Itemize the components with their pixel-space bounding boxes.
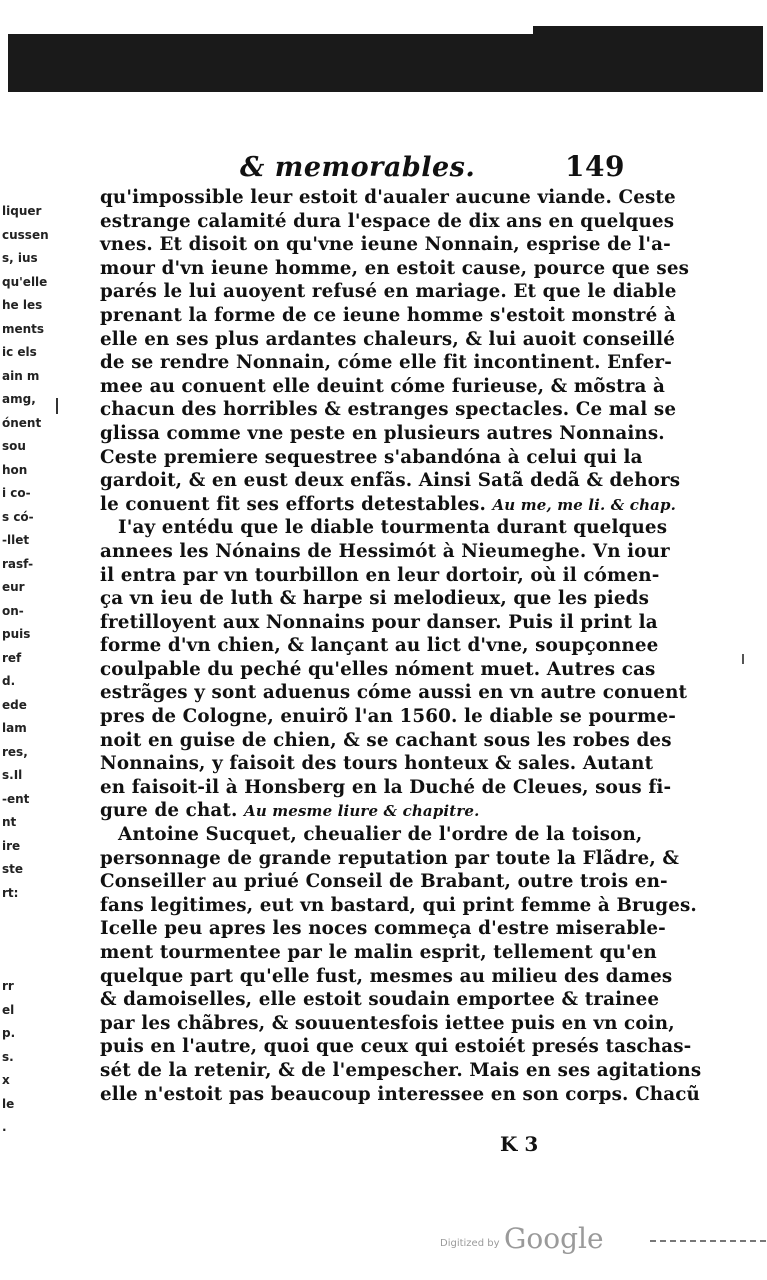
margin-fragment: s, ius <box>2 251 38 265</box>
text-line: gardoit, & en eust deux enfãs. Ainsi Satã dedã & dehors <box>100 470 681 492</box>
text-line: forme d'vn chien, & lançant au lict d'vne, soupçonnee <box>100 635 659 657</box>
margin-fragment: rr <box>2 979 14 993</box>
text-line: fretilloyent aux Nonnains pour danser. Puis il print la <box>100 611 658 633</box>
text-line: elle n'estoit pas beaucoup interessee en son corps. Chacũ <box>100 1083 700 1105</box>
text-line: ment tourmentee par le malin esprit, tellement qu'en <box>100 942 657 963</box>
text-line: Conseiller au priué Conseil de Brabant, outre trois en- <box>100 871 668 893</box>
margin-fragment: he les <box>2 298 43 312</box>
text-line: annees les Nónains de Hessimót à Nieumeghe. Vn iour <box>100 540 670 562</box>
margin-fragment: ain m <box>2 368 40 383</box>
text-line: prenant la forme de ce ieune homme s'estoit monstré à <box>100 304 676 326</box>
margin-fragment: -ent <box>2 791 30 806</box>
text-line: personnage de grande reputation par toute la Flãdre, & <box>100 847 680 869</box>
margin-fragment: d. <box>2 674 16 688</box>
signature-mark: K 3 <box>500 1132 539 1156</box>
margin-fragment: res, <box>2 744 28 759</box>
margin-fragment: s có- <box>2 509 34 524</box>
margin-fragment: ede <box>2 697 27 712</box>
margin-fragment: x <box>2 1073 10 1087</box>
scan-dark-band <box>8 34 763 92</box>
page-number: 149 <box>565 150 625 183</box>
text-line: sét de la retenir, & de l'empescher. Mais en ses agitations <box>100 1059 702 1081</box>
text-line: Nonnains, y faisoit des tours honteux & sales. Autant <box>100 753 654 775</box>
text-line: Ceste premiere sequestree s'abandóna à celui qui la <box>100 446 643 468</box>
text-line: I'ay entédu que le diable tourmenta durant quelques <box>118 517 668 539</box>
text-line: coulpable du peché qu'elles nóment muet. Autres cas <box>100 658 656 680</box>
margin-fragment: lam <box>2 721 27 735</box>
margin-fragment: rasf- <box>2 556 34 571</box>
text-line: puis en l'autre, quoi que ceux qui estoiét presés taschas- <box>100 1036 692 1058</box>
text-line: estrãges y sont aduenus cóme aussi en vn autre conuent <box>100 682 688 704</box>
text-line: noit en guise de chien, & se cachant sous les robes des <box>100 729 672 751</box>
text-line: par les chãbres, & souuentesfois iettee puis en vn coin, <box>100 1012 675 1034</box>
margin-fragment: el <box>2 1002 15 1017</box>
margin-fragment: sou <box>2 439 26 453</box>
margin-fragment: puis <box>2 627 31 641</box>
text-line: estrange calamité dura l'espace de dix ans en quelques <box>100 210 675 232</box>
margin-fragment: ste <box>2 862 24 876</box>
text-line <box>100 799 625 823</box>
text-line: en faisoit-il à Honsberg en la Duché de Cleues, sous fi- <box>100 776 672 798</box>
text-line: de se rendre Nonnain, cóme elle fit incontinent. Enfer- <box>100 352 672 374</box>
margin-tick-mark-right <box>742 654 744 664</box>
text-line: glissa comme vne peste en plusieurs autres Nonnains. <box>100 422 665 444</box>
scan-edge-dashes <box>650 1240 767 1242</box>
margin-fragment: cussen <box>2 227 49 242</box>
text-line: mour d'vn ieune homme, en estoit cause, pource que ses <box>100 257 690 279</box>
source-reference: Au me, me li. & chap. <box>492 495 677 514</box>
margin-fragment: p. <box>2 1026 16 1040</box>
margin-fragment: liquer <box>2 204 42 218</box>
text-line: & damoiselles, elle estoit soudain emportee & trainee <box>100 989 660 1011</box>
margin-fragment: ic els <box>2 345 37 359</box>
text-line: Icelle peu apres les noces commeça d'estre miserable- <box>100 918 666 940</box>
left-margin-bleedthrough <box>2 200 49 1140</box>
margin-fragment: hon <box>2 462 28 477</box>
text-line: elle en ses plus ardantes chaleurs, & lui auoit conseillé <box>100 328 676 350</box>
margin-fragment: amg, <box>2 392 36 406</box>
text-line: qu'impossible leur estoit d'aualer aucune viande. Ceste <box>100 187 676 208</box>
scan-dark-band-notch <box>533 26 763 40</box>
page-body <box>100 186 702 1106</box>
margin-fragment: . <box>2 1120 7 1134</box>
text-line <box>100 493 677 517</box>
margin-fragment: qu'elle <box>2 274 48 289</box>
margin-fragment: -llet <box>2 533 30 547</box>
running-title: & memorables. <box>240 152 476 183</box>
text-line: parés le lui auoyent refusé en mariage. Et que le diable <box>100 281 677 303</box>
text-line: Antoine Sucquet, cheualier de l'ordre de la toison, <box>118 824 643 846</box>
margin-fragment: s.Il <box>2 768 23 782</box>
margin-fragment: eur <box>2 580 25 594</box>
margin-fragment: ref <box>2 650 22 665</box>
text-line: vnes. Et disoit on qu'vne ieune Nonnain, esprise de l'a- <box>100 234 671 256</box>
text-line-body: gure de chat. <box>100 800 238 822</box>
margin-fragment: nt <box>2 815 17 829</box>
text-line: fans legitimes, eut vn bastard, qui print femme à Bruges. <box>100 894 697 916</box>
text-line: chacun des horribles & estranges spectacles. Ce mal se <box>100 399 677 421</box>
text-line: il entra par vn tourbillon en leur dortoir, où il cómen- <box>100 564 660 586</box>
watermark-prefix: Digitized by <box>440 1238 500 1249</box>
text-line-body: le conuent fit ses efforts detestables. <box>100 493 486 515</box>
running-head <box>240 150 625 186</box>
source-reference: Au mesme liure & chapitre. <box>244 802 480 821</box>
text-line: ça vn ieu de luth & harpe si melodieux, que les pieds <box>100 588 650 610</box>
margin-fragment: ments <box>2 321 45 336</box>
text-line: mee au conuent elle deuint cóme furieuse, & mõstra à <box>100 375 665 397</box>
google-logo: Google <box>504 1222 604 1255</box>
margin-fragment: ire <box>2 838 21 853</box>
text-line: pres de Cologne, enuirõ l'an 1560. le diable se pourme- <box>100 706 677 728</box>
margin-gap <box>2 905 44 975</box>
margin-fragment: ónent <box>2 415 42 430</box>
text-line: quelque part qu'elle fust, mesmes au milieu des dames <box>100 965 673 987</box>
margin-tick-mark <box>56 398 58 414</box>
margin-fragment: s. <box>2 1049 14 1064</box>
margin-fragment: le <box>2 1096 15 1111</box>
margin-fragment: on- <box>2 603 24 618</box>
margin-fragment: i co- <box>2 486 31 500</box>
margin-fragment: rt: <box>2 885 19 900</box>
